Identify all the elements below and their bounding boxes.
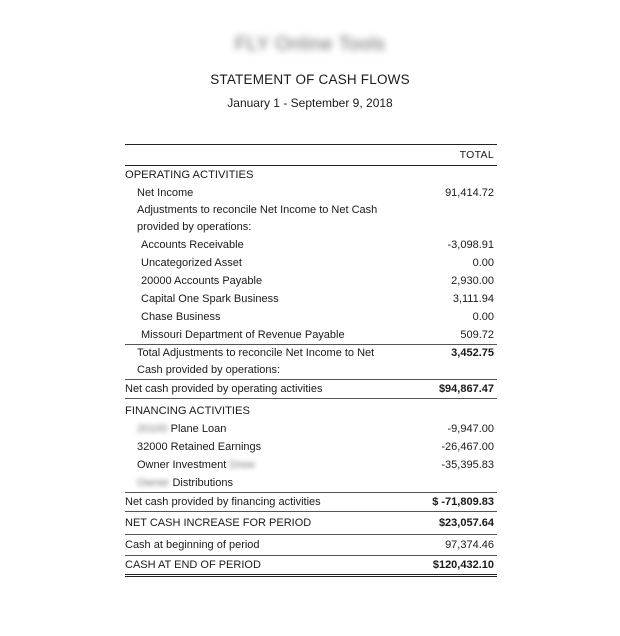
financing-heading: FINANCING ACTIVITIES [125, 405, 250, 417]
table-row [125, 456, 497, 474]
financing-item-label [137, 456, 255, 474]
beginning-cash-label: Cash at beginning of period [125, 539, 260, 551]
total-adjustments-label: Total Adjustments to reconcile Net Income to Net Cash provided by operations: [137, 347, 375, 376]
adjustment-label: Accounts Receivable [141, 239, 244, 251]
financing-net-cash-label: Net cash provided by financing activities [125, 496, 321, 508]
table-row [125, 438, 497, 456]
net-increase-label: NET CASH INCREASE FOR PERIOD [125, 517, 312, 529]
adjustments-heading: Adjustments to reconcile Net Income to Net Cash provided by operations: [137, 204, 378, 233]
adjustment-label: Missouri Department of Revenue Payable [141, 329, 345, 341]
net-income-label: Net Income [137, 187, 194, 199]
financing-net-cash-amount: $ -71,809.83 [432, 496, 494, 508]
table-row [125, 308, 497, 326]
financing-item-text: Plane Loan [170, 423, 227, 435]
operating-net-cash-row [125, 379, 497, 399]
adjustment-amount: 509.72 [460, 329, 494, 341]
operating-heading: OPERATING ACTIVITIES [125, 169, 254, 181]
total-adjustments-row [125, 344, 497, 379]
adjustment-amount: 0.00 [472, 257, 494, 269]
adjustment-amount: 3,111.94 [452, 293, 494, 305]
table-row [125, 184, 497, 202]
table-row [125, 474, 497, 492]
column-header-row [125, 144, 497, 166]
report-title: STATEMENT OF CASH FLOWS [210, 72, 410, 87]
redacted-text: Owner [137, 477, 170, 489]
beginning-cash-amount: 97,374.46 [445, 539, 494, 551]
financing-net-cash-row [125, 492, 497, 512]
financing-item-label: 32000 Retained Earnings [137, 441, 262, 453]
operating-heading-row [125, 166, 497, 184]
adjustment-amount: 2,930.00 [451, 275, 494, 287]
financing-heading-row [125, 402, 497, 420]
ending-cash-label: CASH AT END OF PERIOD [125, 559, 261, 571]
total-adjustments-amount: 3,452.75 [451, 347, 494, 359]
financing-item-label [137, 474, 233, 492]
table-row [125, 272, 497, 290]
table-row [125, 420, 497, 438]
financing-item-text: Owner Investment [137, 459, 227, 471]
cash-flow-table [125, 144, 497, 577]
column-header-total: TOTAL [459, 149, 494, 161]
ending-cash-amount: $120,432.10 [432, 559, 494, 571]
financing-item-amount: -26,467.00 [441, 441, 494, 453]
adjustment-label: Capital One Spark Business [141, 293, 279, 305]
redacted-text: 20100 [137, 423, 168, 435]
beginning-cash-row [125, 534, 497, 555]
operating-net-cash-label: Net cash provided by operating activities [125, 383, 323, 395]
table-row [125, 236, 497, 254]
ending-cash-row [125, 555, 497, 577]
operating-net-cash-amount: $94,867.47 [438, 383, 494, 395]
redacted-text: Drew [229, 459, 255, 471]
net-increase-row [125, 512, 497, 534]
net-income-amount: 91,414.72 [445, 187, 494, 199]
table-row [125, 202, 497, 236]
adjustment-amount: 0.00 [472, 311, 494, 323]
financing-item-label [137, 420, 226, 438]
financing-item-amount: -35,395.83 [441, 459, 494, 471]
company-name: FLY Online Tools [234, 34, 386, 55]
financing-item-amount: -9,947.00 [447, 423, 494, 435]
table-row [125, 254, 497, 272]
table-row [125, 290, 497, 308]
adjustment-label: 20000 Accounts Payable [141, 275, 263, 287]
financing-item-text: Distributions [172, 477, 233, 489]
table-row [125, 326, 497, 344]
adjustment-amount: -3,098.91 [447, 239, 494, 251]
adjustment-label: Chase Business [141, 311, 221, 323]
net-increase-amount: $23,057.64 [438, 517, 494, 529]
report-period: January 1 - September 9, 2018 [227, 96, 393, 110]
adjustment-label: Uncategorized Asset [141, 257, 242, 269]
